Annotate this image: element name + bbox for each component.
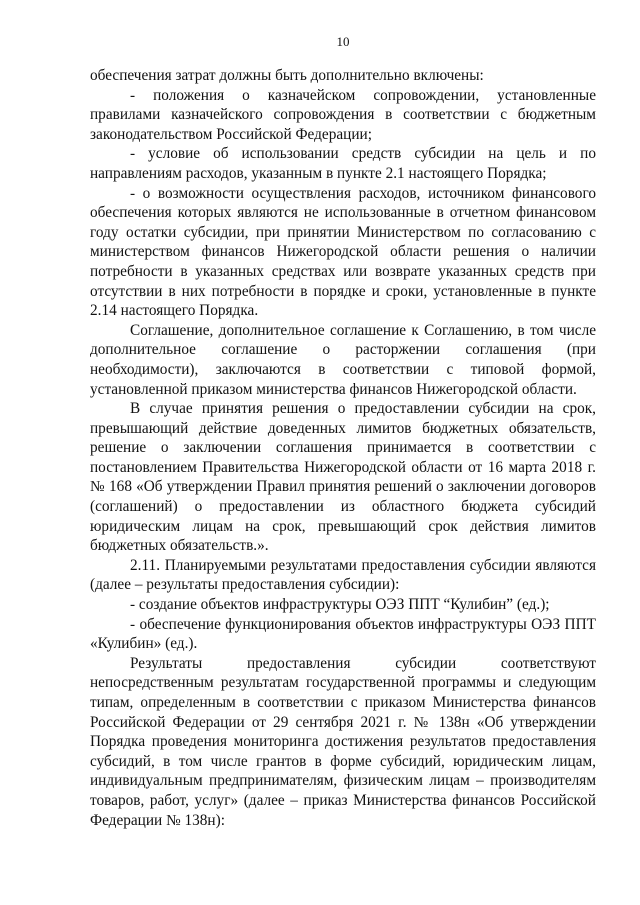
- paragraph: - положения о казначейском сопровождении, установленные правилами казначейского сопровождения в соответствии с бюджетным законодательством Российской Федерации;: [90, 86, 596, 143]
- paragraph: - создание объектов инфраструктуры ОЭЗ ППТ “Кулибин” (ед.);: [130, 596, 550, 614]
- paragraph: Результаты предоставления субсидии соответствуют непосредственным результатам государственной программы и следующим типам, определенным в соответствии с приказом Министерства финансов Российской Федерации от 29 сентября 2021 г. № 138н «Об утверждении Порядка проведения мониторинга достижения результатов предоставления субсидий, в том числе грантов в форме субсидий, юридическим лицам, индивидуальным предпринимателям, физическим лицам – производителям товаров, работ, услуг» (далее – приказ Министерства финансов Российской Федерации № 138н):: [90, 654, 596, 829]
- paragraph: Соглашение, дополнительное соглашение к Соглашению, в том числе дополнительное соглашение о расторжении соглашения (при необходимости), заключаются в соответствии с типовой формой, установленной приказом министерства финансов Нижегородской области.: [90, 321, 596, 398]
- paragraph: В случае принятия решения о предоставлении субсидии на срок, превышающий действие доведенных лимитов бюджетных обязательств, решение о заключении соглашения принимается в соответствии с постановлением Правительства Нижегородской области от 16 марта 2018 г. № 168 «Об утверждении Правил принятия решений о заключении договоров (соглашений) о предоставлении из областного бюджета субсидий юридическим лицам на срок, превышающий срок действия лимитов бюджетных обязательств.».: [90, 400, 596, 555]
- page-number: 10: [336, 34, 350, 49]
- paragraph: обеспечения затрат должны быть дополнительно включены:: [90, 67, 484, 84]
- paragraph: - о возможности осуществления расходов, источником финансового обеспечения которых являются не использованные в отчетном финансовом году остатки субсидии, при принятии Министерством по согласованию с министерством финансов Нижегородской области решения о наличии потребности в указанных средствах или возврате указанных средств при отсутствии в них потребности в порядке и сроки, установленные в пункте 2.14 настоящего Порядка.: [90, 184, 596, 320]
- paragraph: - обеспечение функционирования объектов инфраструктуры ОЭЗ ППТ «Кулибин» (ед.).: [90, 615, 596, 653]
- paragraph: - условие об использовании средств субсидии на цель и по направлениям расходов, указанным в пункте 2.1 настоящего Порядка;: [90, 145, 596, 182]
- document-body: [90, 66, 596, 830]
- paragraph: 2.11. Планируемыми результатами предоставления субсидии являются (далее – результаты предоставления субсидии):: [90, 556, 596, 594]
